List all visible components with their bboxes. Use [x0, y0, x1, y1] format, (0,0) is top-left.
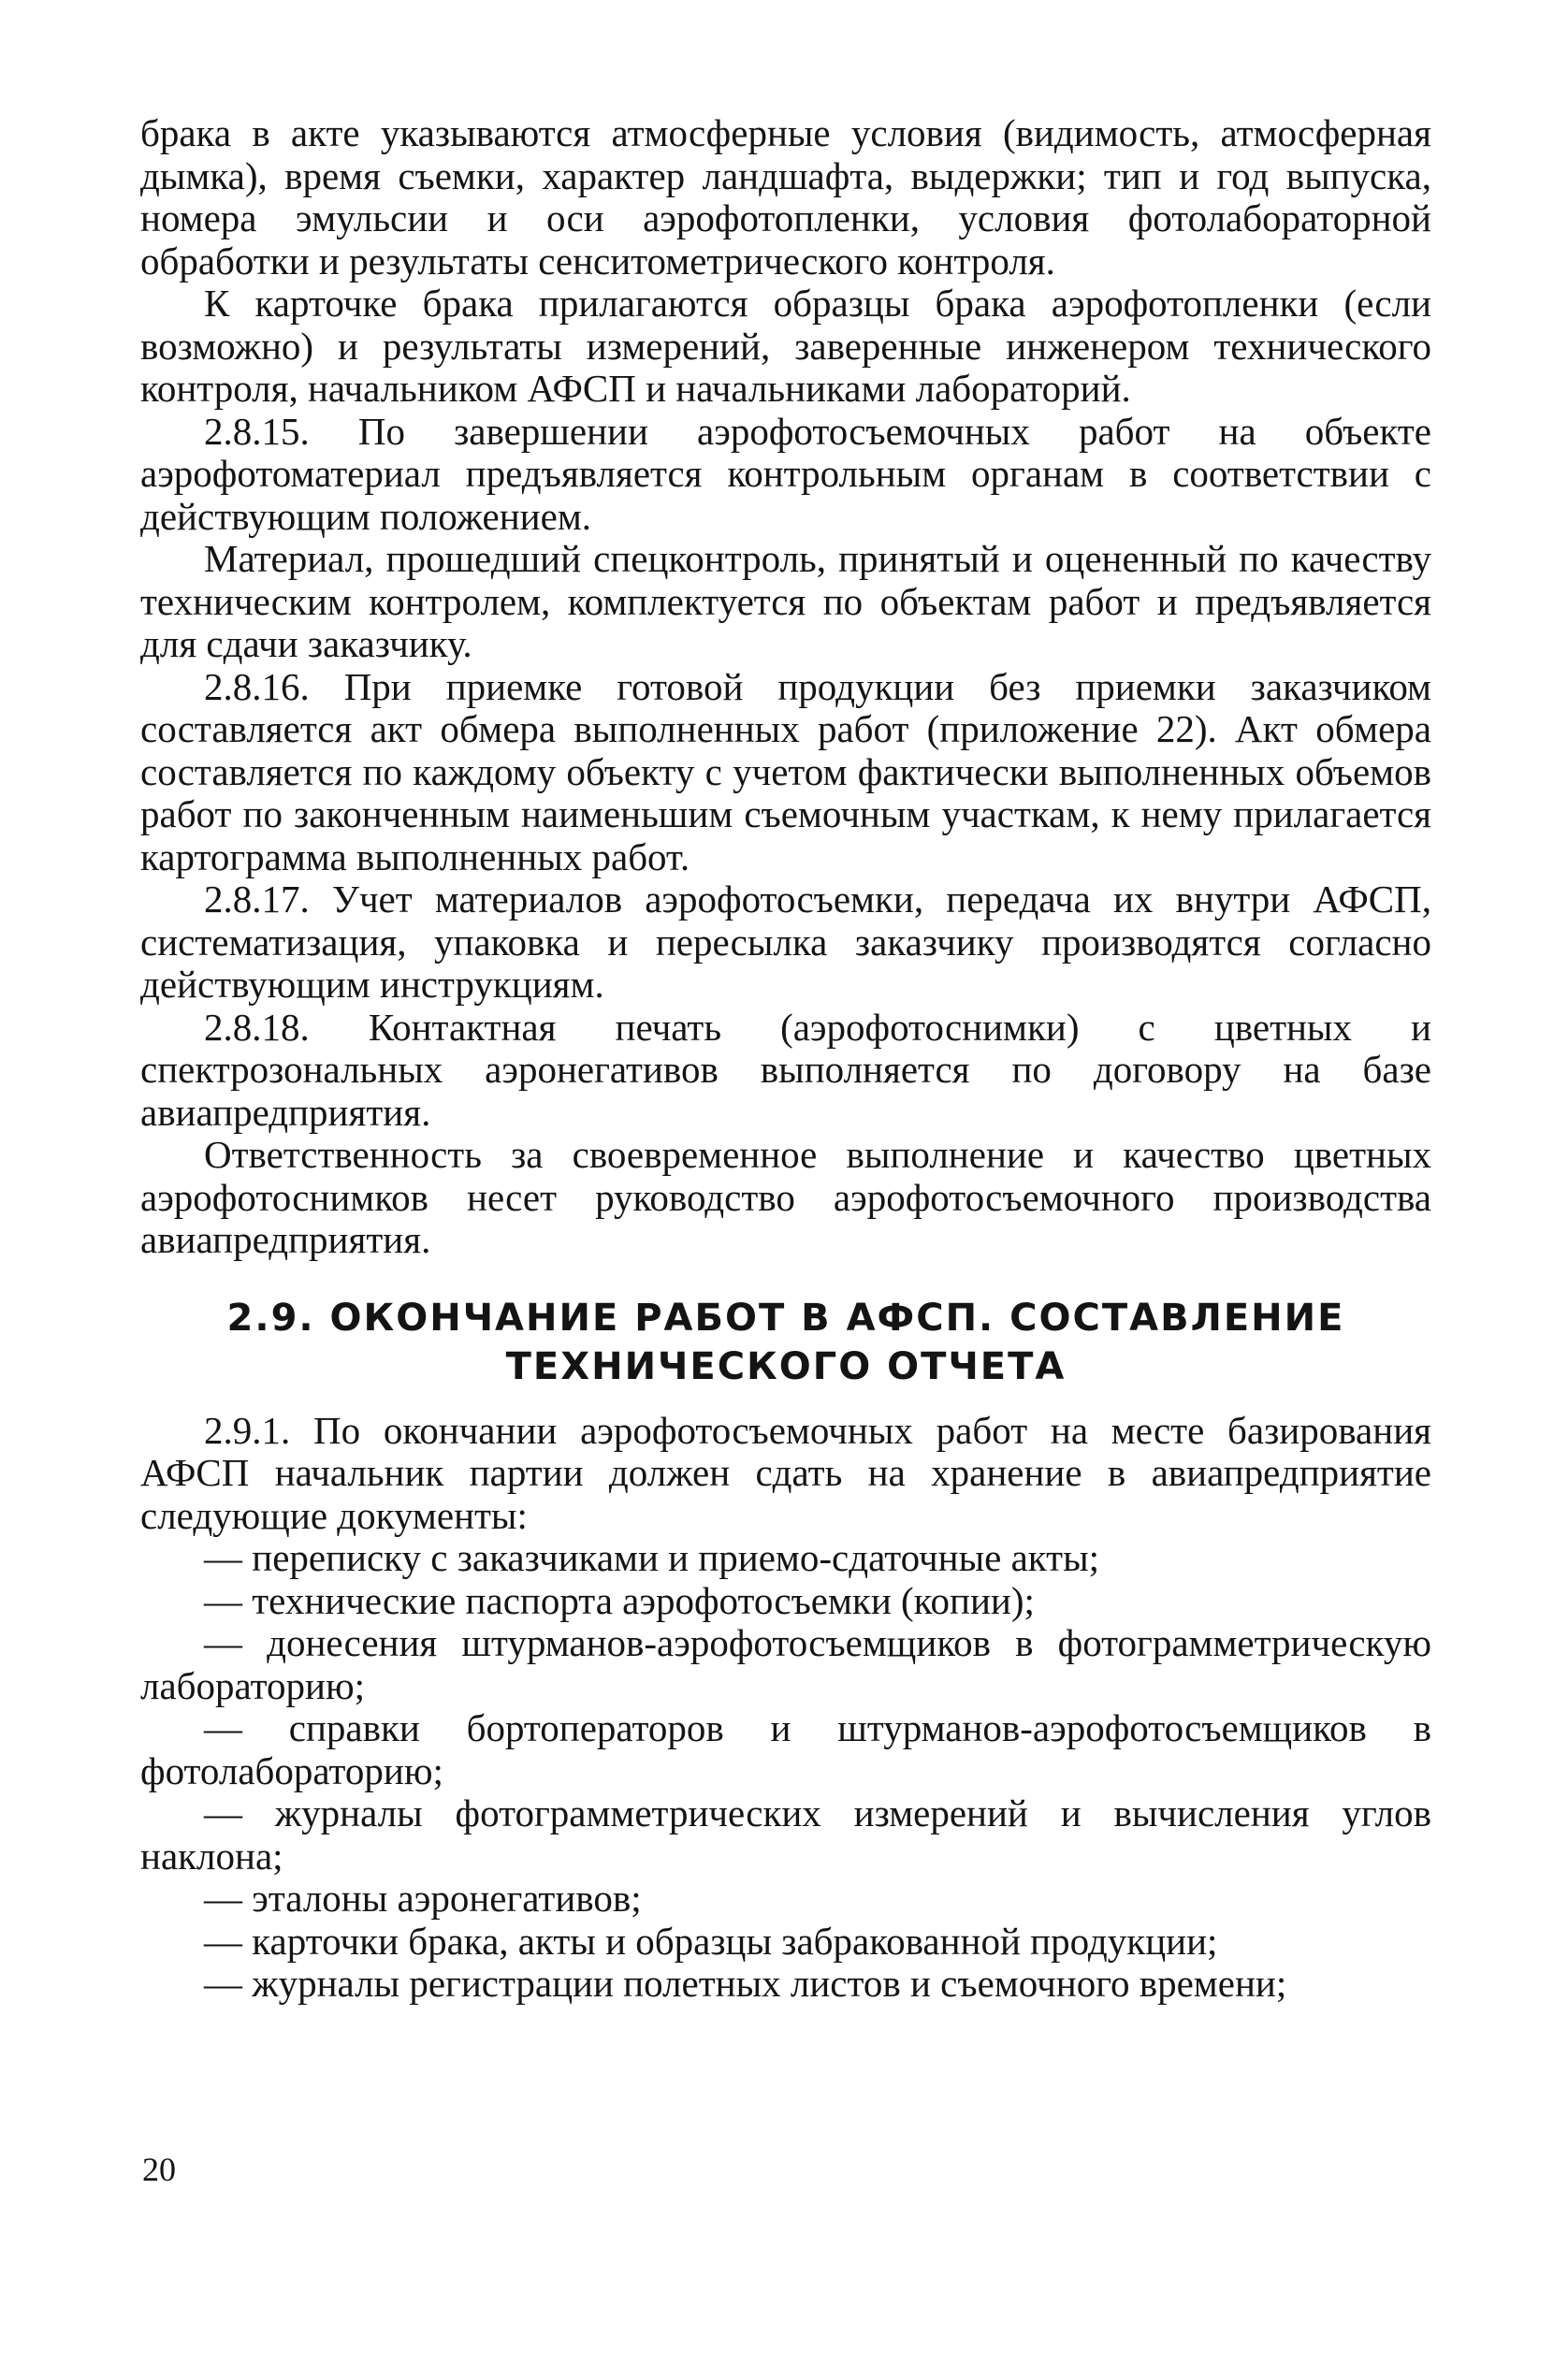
paragraph-2-9-1: 2.9.1. По окончании аэрофотосъемочных работ на месте базирования АФСП начальник партии должен сдать на хранение в авиапредприятие следующие документы:	[140, 1408, 1431, 1537]
list-item: — справки бортоператоров и штурманов-аэрофотосъемщиков в фотолабораторию;	[140, 1706, 1431, 1792]
paragraph-brak-continuation: брака в акте указываются атмосферные условия (видимость, атмосферная дымка), время съемки, характер ландшафта, выдержки; тип и год выпуска, номера эмульсии и оси аэрофотопленки, условия фотолабораторной обработки и результаты сенситометрического контроля.	[140, 111, 1431, 283]
list-item: — журналы регистрации полетных листов и съемочного времени;	[204, 1962, 1287, 2005]
list-item: — переписку с заказчиками и приемо-сдаточные акты;	[204, 1536, 1100, 1579]
list-item: — карточки брака, акты и образцы забракованной продукции;	[204, 1919, 1218, 1963]
page-body	[140, 112, 1431, 2006]
list-item: — эталоны аэронегативов;	[204, 1877, 642, 1920]
section-heading-line-1: 2.9. ОКОНЧАНИЕ РАБОТ В АФСП. СОСТАВЛЕНИЕ	[226, 1296, 1345, 1340]
page-number: 20	[142, 2151, 176, 2188]
paragraph-responsibility: Ответственность за своевременное выполнение и качество цветных аэрофотоснимков несет руководство аэрофотосъемочного производства авиапредприятия.	[140, 1133, 1431, 1261]
section-heading-line-2: ТЕХНИЧЕСКОГО ОТЧЕТА	[505, 1344, 1067, 1388]
list-item: — журналы фотограмметрических измерений и вычисления углов наклона;	[140, 1791, 1431, 1878]
paragraph-material: Материал, прошедший спецконтроль, принятый и оцененный по качеству техническим контролем, комплектуется по объектам работ и предъявляется для сдачи заказчику.	[140, 537, 1431, 665]
paragraph-2-8-15: 2.8.15. По завершении аэрофотосъемочных работ на объекте аэрофотоматериал предъявляется контрольным органам в соответствии с действующим положением.	[140, 409, 1431, 538]
paragraph-2-8-18: 2.8.18. Контактная печать (аэрофотоснимки) с цветных и спектрозональных аэронегативов выполняется по договору на базе авиапредприятия.	[140, 1005, 1431, 1134]
paragraph-brak-card: К карточке брака прилагаются образцы брака аэрофотопленки (если возможно) и результаты измерений, заверенные инженером технического контроля, начальником АФСП и начальниками лабораторий.	[140, 282, 1431, 410]
list-item: — технические паспорта аэрофотосъемки (копии);	[204, 1578, 1035, 1622]
section-heading-2-9	[140, 1294, 1431, 1391]
paragraph-2-8-17: 2.8.17. Учет материалов аэрофотосъемки, передача их внутри АФСП, систематизация, упаковка и пересылка заказчику производятся согласно действующим инструкциям.	[140, 877, 1431, 1006]
list-item: — донесения штурманов-аэрофотосъемщиков в фотограмметрическую лабораторию;	[140, 1621, 1431, 1707]
paragraph-2-8-16: 2.8.16. При приемке готовой продукции без приемки заказчиком составляется акт обмера выполненных работ (приложение 22). Акт обмера составляется по каждому объекту с учетом фактически выполненных объемов работ по законченным наименьшим съемочным участкам, к нему прилагается картограмма выполненных работ.	[140, 664, 1431, 878]
